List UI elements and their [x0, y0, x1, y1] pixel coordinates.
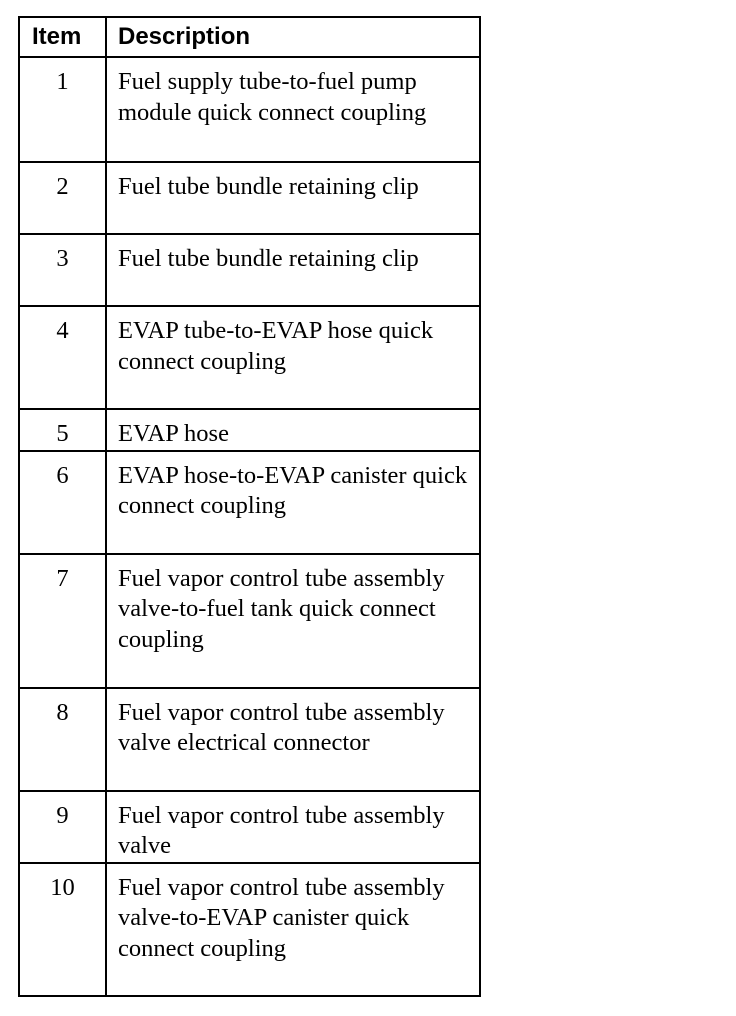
parts-legend-table — [18, 16, 481, 997]
table-row — [19, 57, 480, 162]
header-row — [19, 17, 480, 57]
item-description: Fuel vapor control tube assembly valve-to-fuel tank quick connect coupling — [106, 554, 480, 688]
item-column-header: Item — [19, 17, 106, 57]
item-number: 4 — [19, 306, 106, 409]
item-number: 7 — [19, 554, 106, 688]
item-number: 9 — [19, 791, 106, 863]
item-description: Fuel tube bundle retaining clip — [106, 234, 480, 306]
item-description: Fuel supply tube-to-fuel pump module quick connect coupling — [106, 57, 480, 162]
item-number: 5 — [19, 409, 106, 451]
table-row — [19, 688, 480, 791]
table-row — [19, 791, 480, 863]
item-description: EVAP hose — [106, 409, 480, 451]
item-description: EVAP tube-to-EVAP hose quick connect coupling — [106, 306, 480, 409]
item-number: 1 — [19, 57, 106, 162]
table-row — [19, 863, 480, 996]
item-description: Fuel vapor control tube assembly valve-to-EVAP canister quick connect coupling — [106, 863, 480, 996]
item-number: 10 — [19, 863, 106, 996]
item-description: Fuel vapor control tube assembly valve — [106, 791, 480, 863]
item-number: 8 — [19, 688, 106, 791]
table-row — [19, 554, 480, 688]
description-column-header: Description — [106, 17, 480, 57]
item-description: Fuel tube bundle retaining clip — [106, 162, 480, 234]
item-number: 2 — [19, 162, 106, 234]
item-description: Fuel vapor control tube assembly valve electrical connector — [106, 688, 480, 791]
table-row — [19, 306, 480, 409]
table-row — [19, 234, 480, 306]
table-row — [19, 162, 480, 234]
table-row — [19, 409, 480, 451]
item-number: 6 — [19, 451, 106, 554]
item-number: 3 — [19, 234, 106, 306]
table-row — [19, 451, 480, 554]
item-description: EVAP hose-to-EVAP canister quick connect coupling — [106, 451, 480, 554]
